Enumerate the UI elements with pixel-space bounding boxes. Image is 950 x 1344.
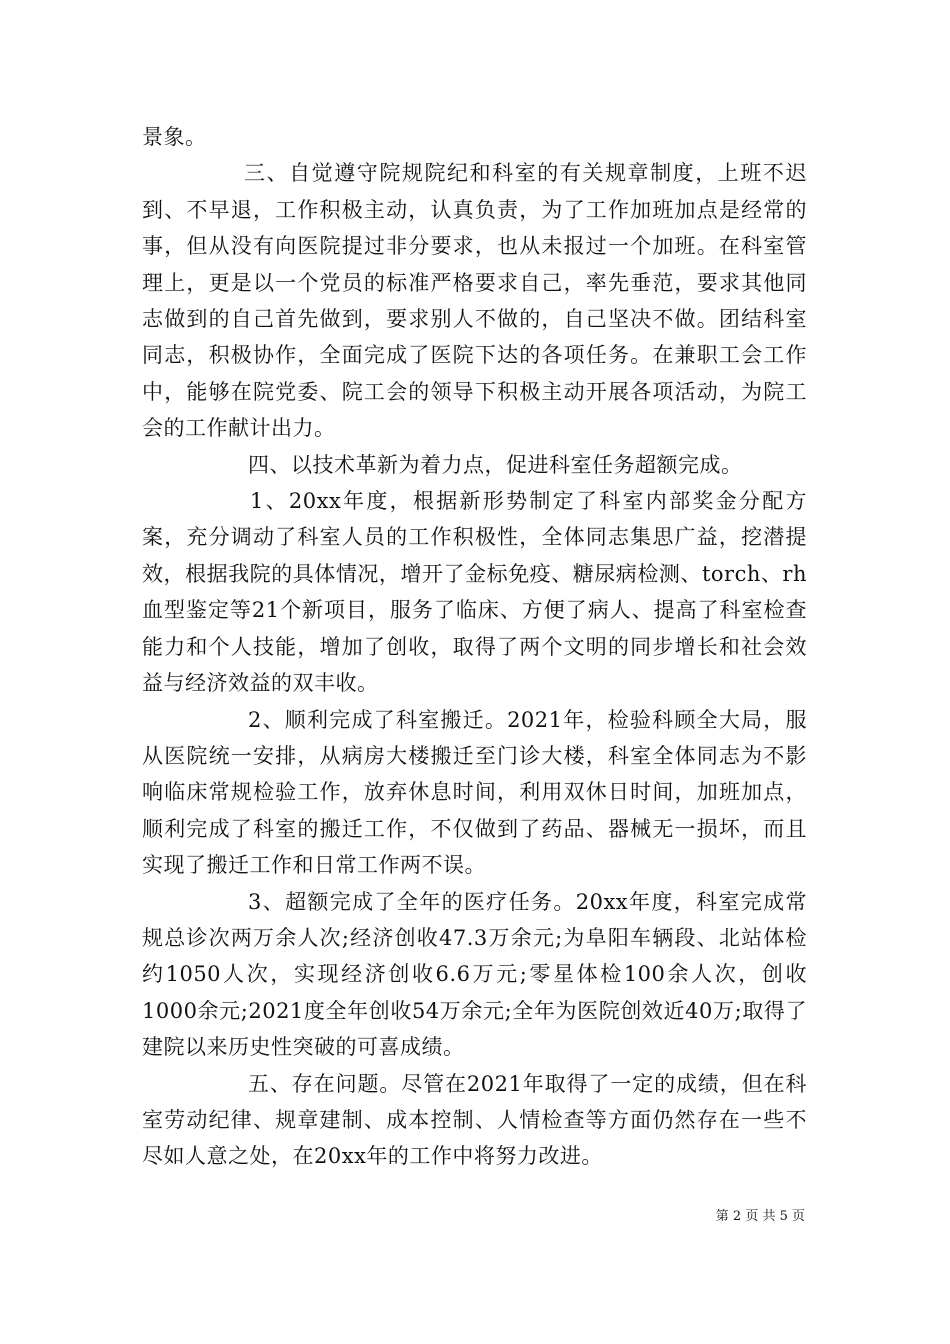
document-body xyxy=(142,119,807,1175)
page-number: 第 2 页 共 5 页 xyxy=(715,1209,805,1224)
paragraph-item-two: 2、顺利完成了科室搬迁。2021年，检验科顾全大局，服从医院统一安排，从病房大楼搬迁至门诊大楼，科室全体同志为不影响临床常规检验工作，放弃休息时间，利用双休日时间，加班加点，顺利完成了科室的搬迁工作，不仅做到了药品、器械无一损坏，而且实现了搬迁工作和日常工作两不误。 xyxy=(142,707,807,878)
paragraph-item-three: 3、超额完成了全年的医疗任务。20xx年度，科室完成常规总诊次两万余人次;经济创收47.3万余元;为阜阳车辆段、北站体检约1050人次，实现经济创收6.6万元;零星体检100余人次，创收1000余元;2021度全年创收54万余元;全年为医院创效近40万;取得了建院以来历史性突破的可喜成绩。 xyxy=(142,889,807,1060)
paragraph-section-four-heading: 四、以技术革新为着力点，促进科室任务超额完成。 xyxy=(248,452,743,477)
paragraph-continuation: 景象。 xyxy=(142,125,207,149)
paragraph-item-one: 1、20xx年度，根据新形势制定了科室内部奖金分配方案，充分调动了科室人员的工作积极性，全体同志集思广益，挖潜提效，根据我院的具体情况，增开了金标免疫、糖尿病检测、torch、rh血型鉴定等21个新项目，服务了临床、方便了病人、提高了科室检查能力和个人技能，增加了创收，取得了两个文明的同步增长和社会效益与经济效益的双丰收。 xyxy=(142,489,807,696)
paragraph-section-three: 三、自觉遵守院规院纪和科室的有关规章制度，上班不迟到、不早退，工作积极主动，认真负责，为了工作加班加点是经常的事，但从没有向医院提过非分要求，也从未报过一个加班。在科室管理上，更是以一个党员的标准严格要求自己，率先垂范，要求其他同志做到的自己首先做到，要求别人不做的，自己坚决不做。团结科室同志，积极协作，全面完成了医院下达的各项任务。在兼职工会工作中，能够在院党委、院工会的领导下积极主动开展各项活动，为院工会的工作献计出力。 xyxy=(142,161,807,441)
paragraph-section-five: 五、存在问题。尽管在2021年取得了一定的成绩，但在科室劳动纪律、规章建制、成本控制、人情检查等方面仍然存在一些不尽如人意之处，在20xx年的工作中将努力改进。 xyxy=(142,1071,807,1169)
